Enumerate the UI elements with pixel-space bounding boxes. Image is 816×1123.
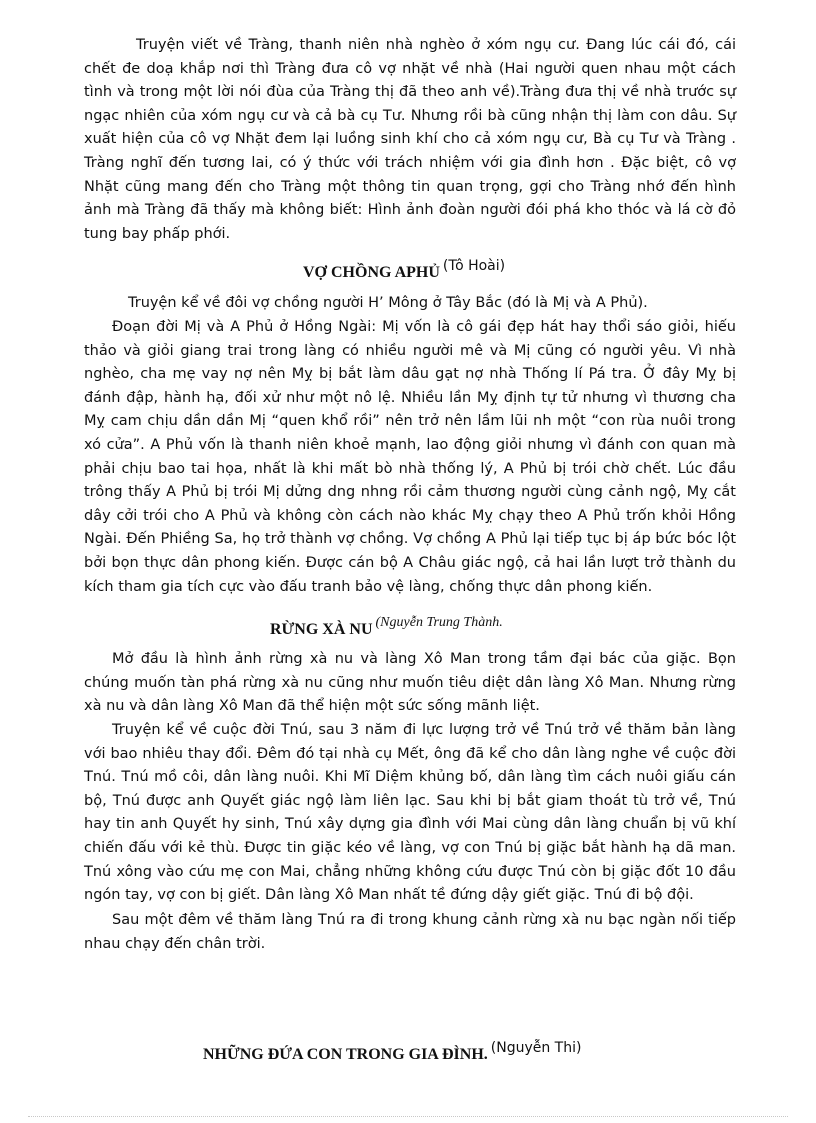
heading-author: (Nguyễn Thi) — [490, 1040, 582, 1056]
heading-vo-chong-a-phu — [303, 258, 506, 282]
paragraph-a-phu-intro — [84, 292, 736, 316]
paragraph-rung-xa-nu-story — [84, 719, 736, 908]
paragraph-text: Truyện viết về Tràng, thanh niên nhà nghèo ở xóm ngụ cư. Đang lúc cái đó, cái chết đe doạ khắp nơi thì Tràng đưa cô vợ nhặt về nhà (Hai người quen nhau một cách tình và trong một lời nói đùa của Tràng thị đã theo anh về).Tràng đưa thị về nhà trước sự ngạc nhiên của xóm ngụ cư và cả bà cụ Tư. Nhưng rồi bà cũng nhận thị làm con dâu. Sự xuất hiện của cô vợ Nhặt đem lại luồng sinh khí cho cả xóm ngụ cư, Bà cụ Tư và Tràng . Tràng nghĩ đến tương lai, có ý thức với trách nhiệm với gia đình hơn . Đặc biệt, cô vợ Nhặt cũng mang đến cho Tràng một thông tin quan trọng, gợi cho Tràng nhớ đến hình ảnh mà Tràng đã thấy mà không biết: Hình ảnh đoàn người đói phá kho thóc và lá cờ đỏ tung bay phấp phới. — [84, 37, 736, 242]
paragraph-text: Mở đầu là hình ảnh rừng xà nu và làng Xô Man trong tầm đại bác của giặc. Bọn chúng muốn tàn phá rừng xà nu cũng như muốn tiêu diệt dân làng Xô Man. Nhưng rừng xà nu và dân làng Xô Man đã thể hiện một sức sống mãnh liệt. — [84, 651, 736, 715]
paragraph-text: Đoạn đời Mị và A Phủ ở Hồng Ngài: Mị vốn là cô gái đẹp hát hay thổi sáo giỏi, hiếu thảo và giỏi giang trai trong làng có nhiều người mê và Mị cũng có người yêu. Vì nhà nghèo, cha mẹ vay nợ nên Mỵ bị bắt làm dâu gạt nợ nhà Thống lí Pá tra. Ở đây Mỵ bị đánh đập, hành hạ, đối xử như một nô lệ. Nhiều lần Mỵ định tự tử nhưng vì thương cha Mỵ cam chịu dần dần Mị “quen khổ rồi” nên trở nên lầm lũi nh một “con rùa nuôi trong xó cửa”. A Phủ vốn là thanh niên khoẻ mạnh, lao động giỏi nhưng vì đánh con quan mà phải chịu bao tai họa, nhất là khi mất bò nhà thống lý, A Phủ bị trói chờ chết. Lúc đầu trông thấy A Phủ bị trói Mị dửng dng nhng rồi cảm thương người cùng cảnh ngộ, Mỵ cắt dây cởi trói cho A Phủ và không còn cách nào khác Mỵ chạy theo A Phủ trốn khỏi Hồng Ngài. Đến Phiềng Sa, họ trở thành vợ chồng. Vợ chồng A Phủ lại tiếp tục bị áp bức bóc lột bởi bọn thực dân phong kiến. Được cán bộ A Châu giác ngộ, cả hai lần lượt trở thành du kích tham gia tích cực vào đấu tranh bảo vệ làng, chống thực dân phong kiến. — [84, 319, 736, 595]
paragraph-rung-xa-nu-ending — [84, 909, 736, 956]
heading-nhung-dua-con — [203, 1040, 582, 1064]
heading-rung-xa-nu — [270, 615, 503, 639]
heading-title: NHỮNG ĐỨA CON TRONG GIA ĐÌNH. — [203, 1046, 488, 1063]
heading-author: (Nguyễn Trung Thành. — [375, 615, 503, 630]
paragraph-text: Sau một đêm về thăm làng Tnú ra đi trong khung cảnh rừng xà nu bạc ngàn nối tiếp nhau chạy đến chân trời. — [84, 912, 736, 952]
page-bottom-divider — [28, 1116, 788, 1117]
paragraph-text: Truyện kể về cuộc đời Tnú, sau 3 năm đi lực lượng trở về Tnú trở về thăm bản làng với bao nhiêu thay đổi. Đêm đó tại nhà cụ Mết, ông đã kể cho dân làng nghe về cuộc đời Tnú. Tnú mồ côi, dân làng nuôi. Khi Mĩ Diệm khủng bố, dân làng tìm cách nuôi giấu cán bộ, Tnú được anh Quyết giác ngộ làm liên lạc. Sau khi bị bắt giam thoát tù trở về, Tnú hay tin anh Quyết hy sinh, Tnú xây dựng gia đình với Mai cùng dân làng chuẩn bị vũ khí chiến đấu với kẻ thù. Được tin giặc kéo về làng, vợ con Tnú bị giặc bắt hành hạ dã man. Tnú xông vào cứu mẹ con Mai, chẳng những không cứu được Tnú còn bị giặc đốt 10 đầu ngón tay, vợ con bị giết. Dân làng Xô Man nhất tề đứng dậy giết giặc. Tnú đi bộ đội. — [84, 722, 736, 904]
paragraph-a-phu-story — [84, 316, 736, 599]
heading-author: (Tô Hoài) — [442, 258, 506, 274]
paragraph-text: Truyện kể về đôi vợ chồng người H’ Mông ở Tây Bắc (đó là Mị và A Phủ). — [128, 295, 648, 311]
heading-title: RỪNG XÀ NU — [270, 621, 373, 638]
heading-title: VỢ CHỒNG APHỦ — [303, 264, 440, 281]
paragraph-rung-xa-nu-intro — [84, 648, 736, 719]
paragraph-vo-nhat-summary — [84, 34, 736, 246]
